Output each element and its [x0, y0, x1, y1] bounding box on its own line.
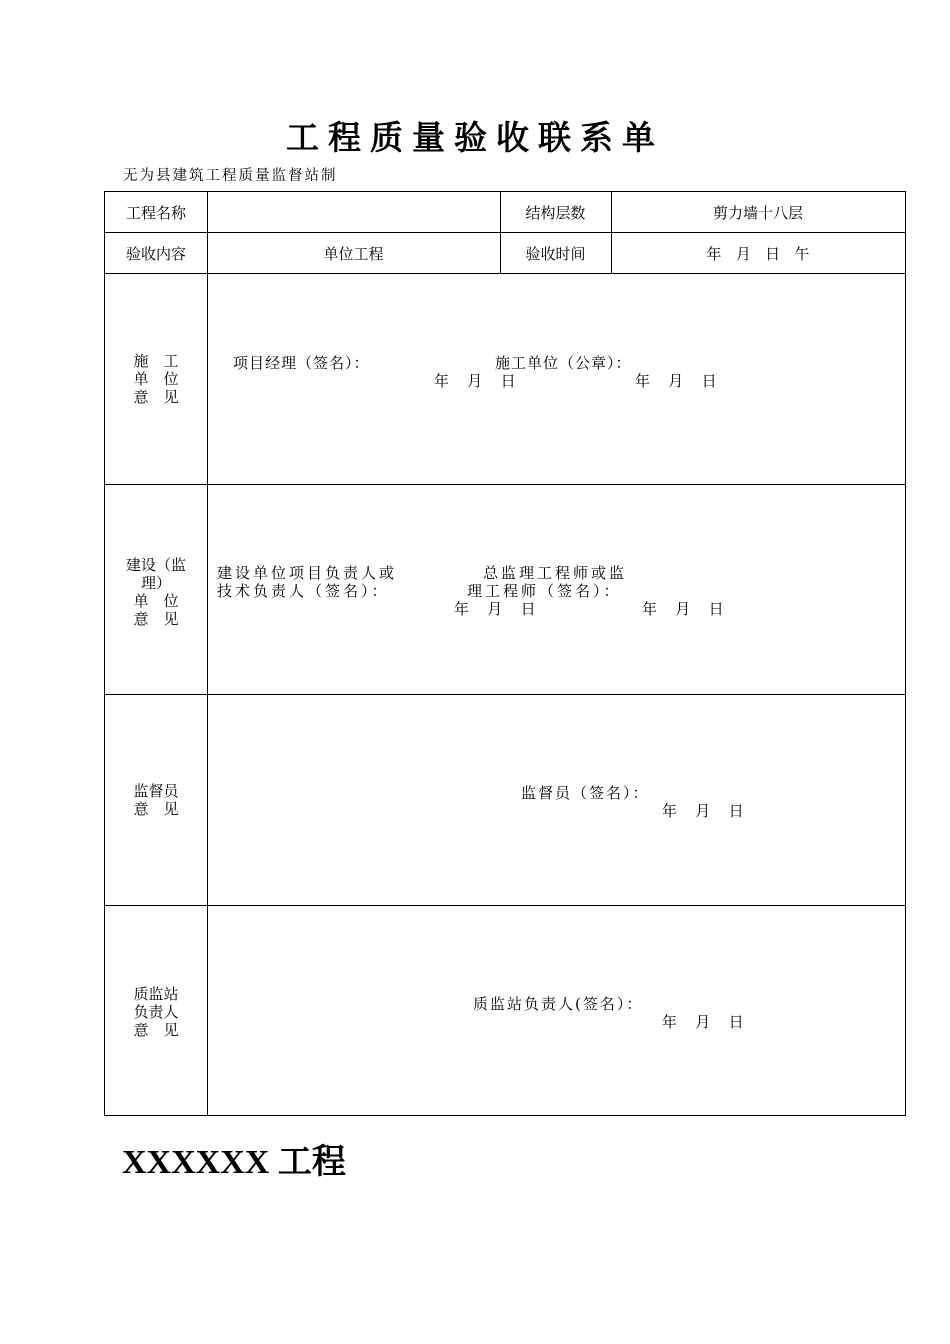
station-head-signature: 质监站负责人(签名）：	[473, 995, 644, 1013]
acceptance-time-value: 年 月 日 午	[706, 245, 810, 263]
owner-tech-signature: 技术负责人（签名）：	[217, 582, 390, 600]
project-name-label: 工程名称	[125, 204, 186, 222]
owner-unit-opinion-label	[105, 556, 207, 628]
acceptance-form-table	[104, 191, 906, 1116]
label-line: 单 位	[133, 370, 179, 388]
date-line: 年 月 日	[662, 802, 745, 820]
row-divider	[105, 694, 905, 695]
supervisor-engineer-signature: 理工程师（签名）：	[467, 582, 622, 600]
owner-pm-line: 建设单位项目负责人或	[217, 564, 398, 582]
label-line: 理）	[140, 574, 171, 592]
row-divider	[105, 273, 905, 274]
label-line: 建设（监	[125, 556, 186, 574]
label-line: 意 见	[133, 388, 179, 406]
date-line: 年 月 日	[635, 372, 718, 390]
supervisor-signature: 监督员（签名）：	[521, 784, 650, 802]
chief-supervisor-line: 总监理工程师或监	[483, 564, 628, 582]
row-divider	[105, 232, 905, 233]
label-line: 单 位	[133, 592, 179, 610]
document-title: 工程质量验收联系单	[286, 118, 664, 157]
structure-floors-label: 结构层数	[525, 204, 586, 222]
label-line: 意 见	[133, 610, 179, 628]
acceptance-content-value: 单位工程	[323, 245, 384, 263]
label-line: 意 见	[133, 1021, 179, 1039]
label-line: 负责人	[133, 1003, 179, 1021]
project-manager-signature: 项目经理（签名）：	[233, 354, 370, 372]
acceptance-time-label: 验收时间	[525, 245, 586, 263]
supervisor-opinion-label	[105, 782, 207, 818]
date-line: 年 月 日	[642, 600, 725, 618]
row-divider	[105, 484, 905, 485]
date-line: 年 月 日	[454, 600, 537, 618]
acceptance-content-label: 验收内容	[125, 245, 186, 263]
label-line: 监督员	[133, 782, 179, 800]
date-line: 年 月 日	[434, 372, 517, 390]
row-divider	[105, 905, 905, 906]
issuer-line: 无为县建筑工程质量监督站制	[123, 168, 338, 184]
label-line: 意 见	[133, 800, 179, 818]
column-divider	[207, 192, 208, 1115]
structure-floors-value: 剪力墙十八层	[712, 204, 803, 222]
station-head-opinion-label	[105, 985, 207, 1039]
construction-unit-seal: 施工单位（公章）：	[495, 354, 632, 372]
project-name-footer: XXXXXX 工程	[122, 1144, 346, 1181]
label-line: 质监站	[133, 985, 179, 1003]
date-line: 年 月 日	[662, 1013, 745, 1031]
construction-unit-opinion-label	[105, 352, 207, 406]
label-line: 施 工	[133, 352, 179, 370]
